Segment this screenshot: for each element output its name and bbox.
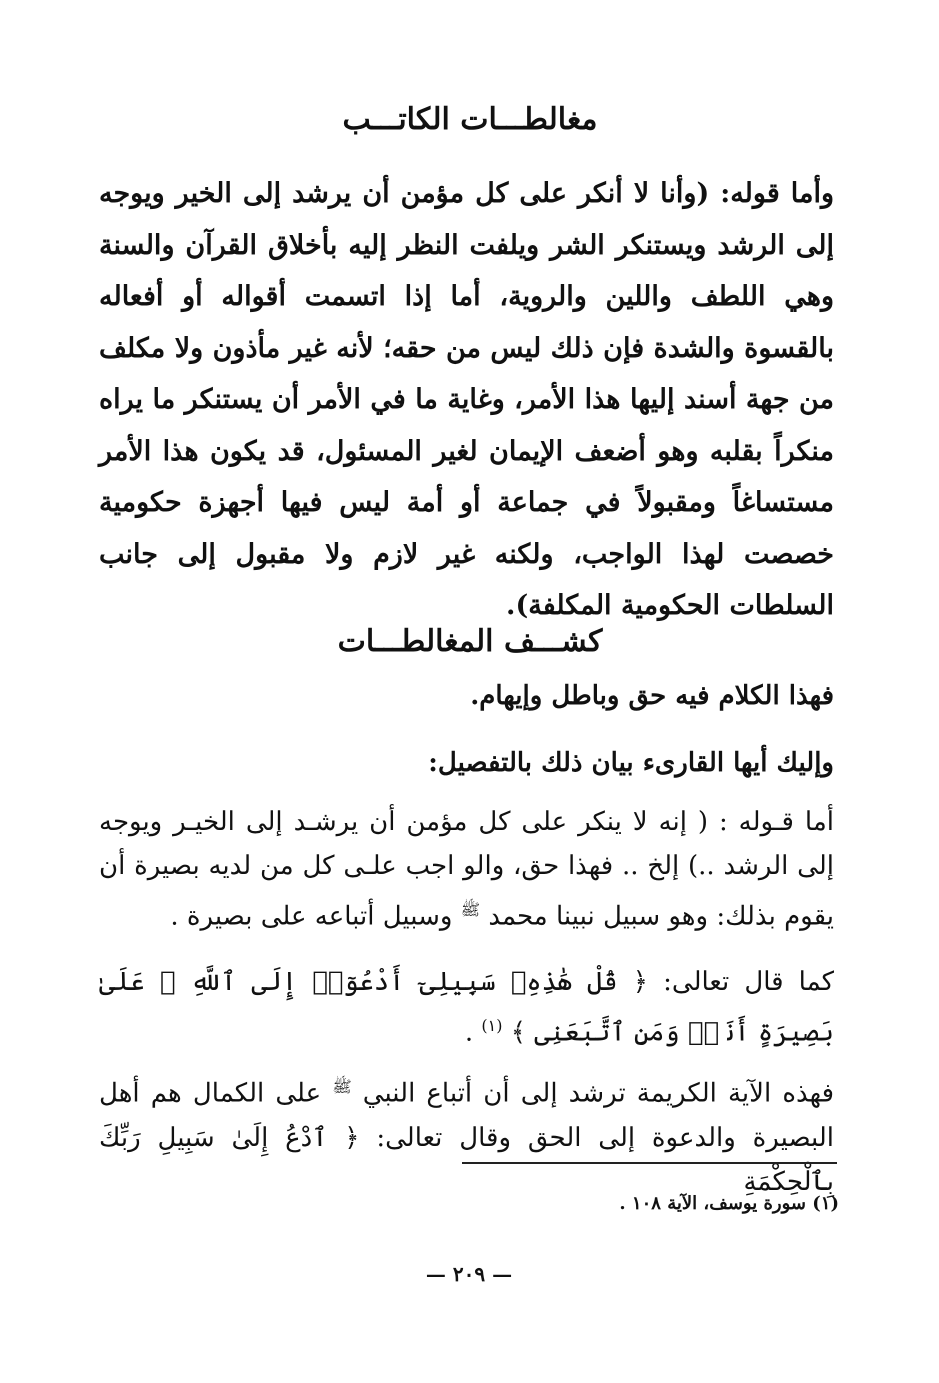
paragraph-verse-explanation xyxy=(99,1065,834,1204)
paragraph-verse-explanation-text: فهذه الآية الكريمة ترشد إلى أن أتباع النبي xyxy=(362,1078,835,1109)
page-number: — ٢٠٩ — xyxy=(425,1262,513,1286)
salutation-symbol: ﷺ xyxy=(460,900,481,919)
verse-end-punctuation: . xyxy=(464,1017,474,1048)
verse-intro: كما قال تعالى: xyxy=(663,967,835,997)
paragraph-response-text-end: وسبيل أتباعه على بصيرة . xyxy=(170,901,453,932)
paragraph-truth-and-falsehood: فهذا الكلام فيه حق وباطل وإيهام. xyxy=(470,681,834,711)
quran-verse-2: ﴿ ٱدْعُ إِلَىٰ سَبِيلِ رَبِّكَ بِٱلْحِكْمَةِ xyxy=(99,1122,834,1197)
paragraph-verse-explanation-text-end: على الكمال هم أهل البصيرة والدعوة إلى الحق وقال تعالى: xyxy=(99,1078,835,1153)
paragraph-response xyxy=(99,800,834,939)
section-heading-writer-fallacies: مغالطـــات الكاتـــب xyxy=(342,102,598,137)
footnote-marker: (١) xyxy=(481,1016,503,1035)
section-heading-exposing-fallacies: كشـــف المغالطـــات xyxy=(337,624,603,659)
quoted-paragraph: وأما قوله: (وأنا لا أنكر على كل مؤمن أن يرشد إلى الخير ويوجه إلى الرشد ويستنكر الشر ويلفت النظر إليه بأخلاق القرآن والسنة وهي اللطف واللين والروية، أما إذا اتسمت أقواله أو أفعاله بالقسوة والشدة فإن ذلك ليس من حقه؛ لأنه غير مأذون ولا مكلف من جهة أسند إليها هذا الأمر، وغاية ما في الأمر أن يستنكر ما يراه منكراً بقلبه وهو أضعف الإيمان لغير المسئول، قد يكون هذا الأمر مستساغاً ومقبولاً في جماعة أو أمة ليس فيها أجهزة حكومية خصصت لهذا الواجب، ولكنه غير لازم ولا مقبول إلى جانب السلطات الحكومية المكلفة). xyxy=(99,178,834,621)
paragraph-verse-citation xyxy=(99,960,834,1055)
footnote-divider xyxy=(462,1162,837,1164)
footnote: (١) سورة يوسف، الآية ١٠٨ . xyxy=(619,1193,839,1214)
paragraph-response-text: أما قـوله : ( إنه لا ينكر على كل مؤمن أن يرشـد إلى الخيـر ويوجه إلى الرشد ..) إلخ .. فهذا حق، والو اجب علـى كل من لديه بصيرة أن يقوم بذلك: وهو سبيل نبينا محمد xyxy=(99,807,834,932)
quran-verse: ﴿ قُلْ هَٰذِهِۦ سَبِيلِىٓ أَدْعُوٓا۟ إِلَى ٱللَّهِ ۚ عَلَىٰ بَصِيرَةٍ أَنَا۠ وَمَنِ ٱتَّبَعَنِى ﴾ xyxy=(99,967,834,1048)
paragraph-explanation-intro: وإليك أيها القارىء بيان ذلك بالتفصيل: xyxy=(428,748,834,778)
salutation-symbol-2: ﷺ xyxy=(332,1077,352,1096)
